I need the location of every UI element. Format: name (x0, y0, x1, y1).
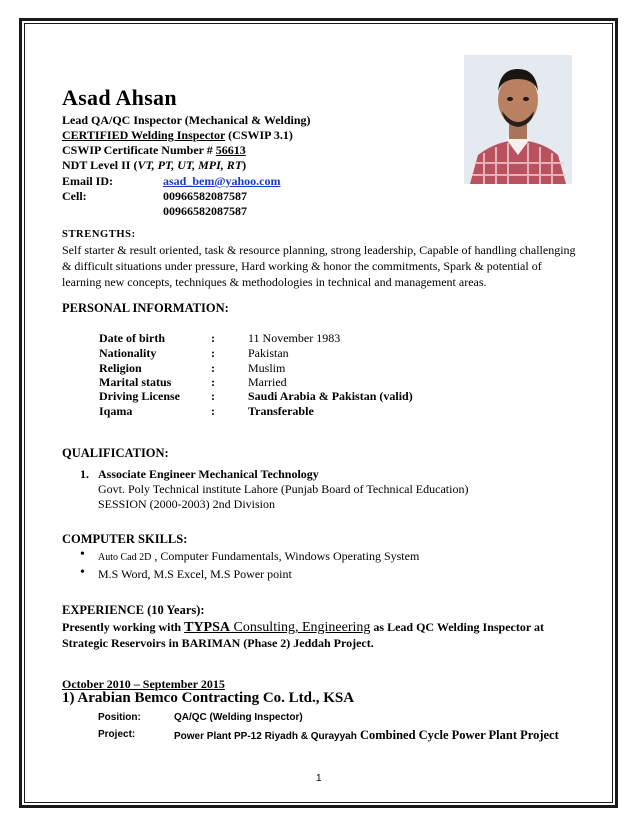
qualification-institute: Govt. Poly Technical institute Lahore (Punjab Board of Technical Education) (98, 482, 469, 496)
ndt-line (62, 158, 246, 173)
personal-info-heading: PERSONAL INFORMATION: (62, 301, 229, 315)
employment-period: October 2010 – September 2015 (62, 677, 225, 691)
current-job-suffix: as Lead QC Welding Inspector at (370, 620, 544, 634)
email-label: Email ID: (62, 174, 113, 188)
info-label: Marital status (99, 375, 172, 389)
info-label: Date of birth (99, 331, 165, 345)
info-separator: : (211, 404, 215, 418)
qualification-session: SESSION (2000-2003) 2nd Division (98, 497, 276, 511)
candidate-name: Asad Ahsan (62, 85, 177, 110)
cswip-line (62, 143, 246, 158)
bullet-icon: • (80, 547, 85, 562)
info-value: Transferable (248, 404, 314, 418)
info-label: Nationality (99, 346, 157, 360)
computer-skills-heading: COMPUTER SKILLS: (62, 532, 188, 546)
position-value: QA/QC (Welding Inspector) (174, 712, 303, 723)
project-value (174, 726, 559, 744)
info-separator: : (211, 331, 215, 345)
info-label: Religion (99, 361, 142, 375)
skill-autocad: Auto Cad 2D (98, 552, 152, 563)
qualification-heading: QUALIFICATION: (62, 446, 169, 460)
cell-label: Cell: (62, 189, 87, 203)
info-separator: : (211, 375, 215, 389)
qualification-degree: Associate Engineer Mechanical Technology (98, 467, 319, 481)
position-label: Position: (98, 712, 141, 723)
project-label: Project: (98, 729, 136, 740)
info-value: Pakistan (248, 346, 289, 360)
profile-photo (464, 55, 572, 184)
current-job-line (62, 620, 544, 635)
info-value: Muslim (248, 361, 286, 375)
skill-rest: , Computer Fundamentals, Windows Operating System (151, 549, 420, 563)
info-value: Married (248, 375, 287, 389)
ndt-label: NDT Level II ( (62, 158, 138, 172)
page-number: 1 (316, 773, 322, 784)
info-value: 11 November 1983 (248, 331, 341, 345)
ndt-close: ) (242, 158, 247, 172)
current-job-project: Strategic Reservoirs in BARIMAN (Phase 2) Jeddah Project. (62, 636, 374, 650)
employer-name: 1) Arabian Bemco Contracting Co. Ltd., KSA (62, 690, 355, 706)
info-separator: : (211, 389, 215, 403)
info-label: Iqama (99, 404, 133, 418)
certification-name: CERTIFIED Welding Inspector (62, 128, 226, 142)
cswip-label: CSWIP Certificate Number # (62, 143, 216, 157)
strengths-heading: STRENGTHS: (62, 229, 136, 240)
cell-number-2: 00966582087587 (163, 204, 247, 218)
certification-line (62, 128, 293, 143)
qualification-number: 1. (80, 467, 89, 481)
company-name: TYPSA (184, 620, 231, 635)
info-separator: : (211, 346, 215, 360)
email-link[interactable]: asad_bem@yahoo.com (163, 174, 281, 188)
info-separator: : (211, 361, 215, 375)
info-label: Driving License (99, 389, 180, 403)
project-name: Power Plant PP-12 Riyadh & Qurayyah (174, 731, 357, 742)
ndt-methods: VT, PT, UT, MPI, RT (137, 158, 243, 172)
cell-number-1: 00966582087587 (163, 189, 247, 203)
strengths-text: Self starter & result oriented, task & resource planning, strong leadership, Capable of handling challenging & difficult situations under pressure, Hard working & honor the commitments, Spark & potential of learning new concepts, techniques & methodologies in technical and management areas. (62, 243, 576, 289)
job-title: Lead QA/QC Inspector (Mechanical & Welding) (62, 113, 311, 127)
cswip-number: 56613 (215, 143, 246, 157)
company-descriptor: Consulting, Engineering (230, 620, 371, 635)
info-value: Saudi Arabia & Pakistan (valid) (248, 389, 413, 403)
computer-skill-item: M.S Word, M.S Excel, M.S Power point (98, 567, 292, 581)
project-type: Combined Cycle Power Plant Project (356, 728, 559, 742)
certification-code: (CSWIP 3.1) (225, 128, 293, 142)
current-job-prefix: Presently working with (62, 620, 185, 634)
experience-heading: EXPERIENCE (10 Years): (62, 603, 205, 617)
bullet-icon: • (80, 565, 85, 580)
computer-skill-item (98, 549, 419, 564)
